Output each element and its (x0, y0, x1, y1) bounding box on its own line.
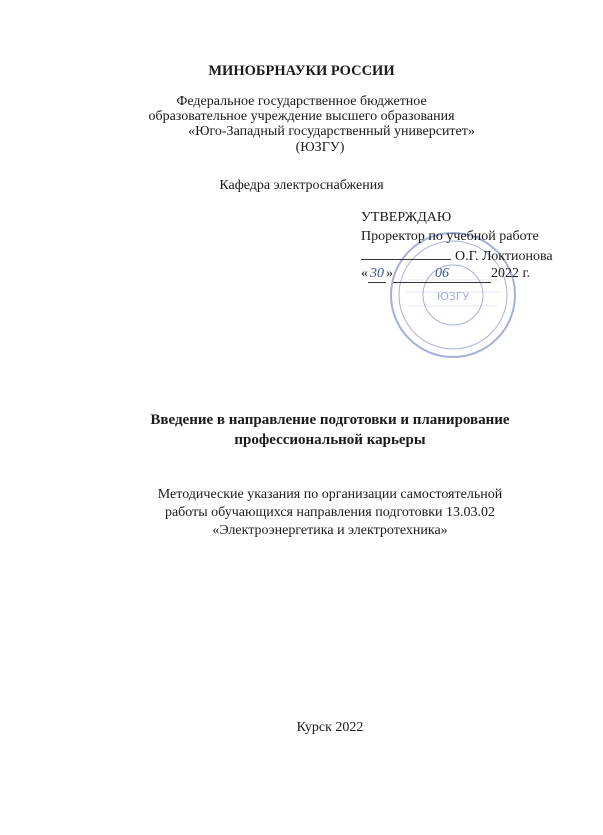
university-line-2: образовательное учреждение высшего образования (148, 109, 455, 124)
document-title-line-2: профессиональной карьеры (234, 432, 426, 448)
approval-date (361, 266, 530, 283)
university-line-3: «Юго-Западный государственный университет» (188, 124, 475, 139)
city-year: Курск 2022 (296, 720, 364, 735)
approval-position: Проректор по учебной работе (361, 229, 539, 244)
university-line-1: Федеральное государственное бюджетное (176, 94, 427, 109)
approver-name: О.Г. Локтионова (455, 249, 553, 264)
date-quote-open: « (361, 266, 368, 281)
ministry-heading: МИНОБРНАУКИ РОССИИ (208, 63, 395, 79)
seal-text: ЮЗГУ (436, 290, 470, 303)
signature-blank (361, 248, 451, 260)
department-name: Кафедра электроснабжения (219, 178, 384, 193)
approval-heading: УТВЕРЖДАЮ (361, 210, 452, 225)
approval-signature-line (361, 248, 553, 265)
document-title-line-1: Введение в направление подготовки и планирование (150, 412, 510, 428)
university-abbreviation: (ЮЗГУ) (295, 140, 345, 155)
date-day: 30 (370, 266, 384, 281)
date-quote-close: » (386, 266, 393, 281)
subtitle-line-2: работы обучающихся направления подготовки 13.03.02 (164, 505, 496, 520)
date-year: 2022 г. (491, 266, 531, 281)
subtitle-line-3: «Электроэнергетика и электротехника» (212, 523, 448, 538)
date-month: 06 (393, 266, 491, 283)
subtitle-line-1: Методические указания по организации самостоятельной (157, 487, 503, 502)
